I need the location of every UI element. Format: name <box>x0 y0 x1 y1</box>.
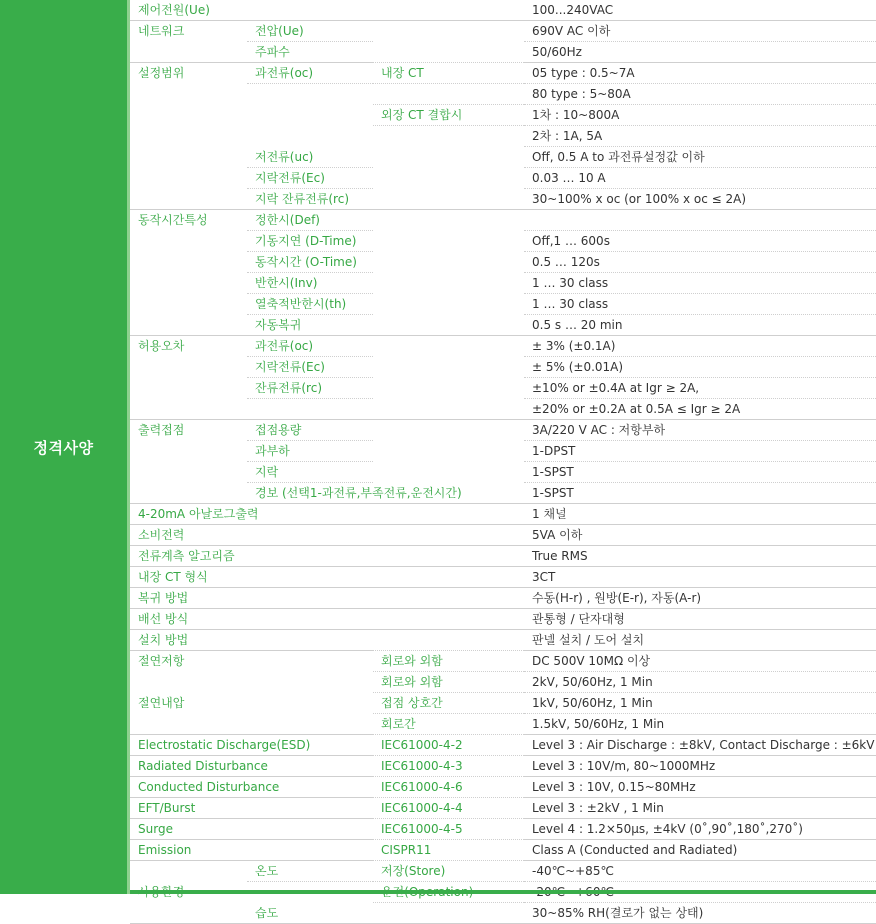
spec-condition <box>373 357 524 378</box>
spec-value: 0.5 s … 20 min <box>524 315 876 336</box>
spec-row <box>130 168 876 189</box>
spec-condition <box>373 231 524 252</box>
spec-value: Off, 0.5 A to 과전류설정값 이하 <box>524 147 876 168</box>
spec-row <box>130 903 876 924</box>
spec-item <box>130 168 247 189</box>
spec-row <box>130 357 876 378</box>
spec-row <box>130 840 876 861</box>
spec-item <box>130 105 247 126</box>
spec-row <box>130 861 876 882</box>
spec-value: 3A/220 V AC : 저항부하 <box>524 420 876 441</box>
spec-row <box>130 504 876 525</box>
spec-condition <box>373 588 524 609</box>
spec-condition: 회로와 외함 <box>373 672 524 693</box>
spec-condition: 회로간 <box>373 714 524 735</box>
spec-item: Radiated Disturbance <box>130 756 247 777</box>
spec-condition: IEC61000-4-2 <box>373 735 524 756</box>
spec-row <box>130 126 876 147</box>
spec-condition <box>373 609 524 630</box>
spec-row <box>130 252 876 273</box>
spec-condition <box>373 21 524 42</box>
spec-value: DC 500V 10MΩ 이상 <box>524 651 876 672</box>
spec-item: Emission <box>130 840 247 861</box>
spec-subitem <box>247 798 373 819</box>
spec-row <box>130 231 876 252</box>
spec-subitem: 정한시(Def) <box>247 210 373 231</box>
spec-row <box>130 462 876 483</box>
spec-subitem <box>247 0 373 21</box>
spec-value: Level 3 : ±2kV , 1 Min <box>524 798 876 819</box>
section-label <box>0 0 127 894</box>
spec-row <box>130 105 876 126</box>
spec-row <box>130 483 876 504</box>
spec-subitem: 주파수 <box>247 42 373 63</box>
spec-subitem: 온도 <box>247 861 373 882</box>
spec-condition: 저장(Store) <box>373 861 524 882</box>
spec-subitem <box>247 126 373 147</box>
spec-item <box>130 672 247 693</box>
spec-item <box>130 252 247 273</box>
spec-condition <box>373 294 524 315</box>
spec-value: Level 3 : 10V, 0.15~80MHz <box>524 777 876 798</box>
spec-subitem <box>247 840 373 861</box>
spec-item: 허용오차 <box>138 339 185 354</box>
spec-row <box>130 756 876 777</box>
spec-subitem <box>247 546 373 567</box>
spec-value: 1kV, 50/60Hz, 1 Min <box>524 693 876 714</box>
spec-value: Level 3 : Air Discharge : ±8kV, Contact Discharge : ±6kV <box>524 735 876 756</box>
spec-row <box>130 210 876 231</box>
spec-subitem: 전압(Ue) <box>247 21 373 42</box>
spec-row <box>130 378 876 399</box>
spec-item: 네트워크 <box>138 24 185 39</box>
spec-value: 1 … 30 class <box>524 294 876 315</box>
spec-value: 1-SPST <box>524 483 876 504</box>
spec-item <box>130 294 247 315</box>
spec-subitem: 열축적반한시(th) <box>247 294 373 315</box>
spec-row <box>130 315 876 336</box>
spec-row <box>130 819 876 840</box>
spec-item <box>130 126 247 147</box>
spec-subitem: 반한시(Inv) <box>247 273 373 294</box>
spec-subitem <box>247 819 373 840</box>
spec-subitem: 습도 <box>247 903 373 924</box>
spec-subitem: 경보 (선택1-과전류,부족전류,운전시간) <box>247 483 373 504</box>
spec-condition <box>373 252 524 273</box>
spec-condition <box>373 336 524 357</box>
spec-row <box>130 546 876 567</box>
spec-row <box>130 420 876 441</box>
spec-value: 0.5 … 120s <box>524 252 876 273</box>
spec-condition: 외장 CT 결합시 <box>373 105 524 126</box>
spec-condition <box>373 0 524 21</box>
section-label-text: 정격사양 <box>33 438 94 457</box>
spec-row <box>130 63 876 84</box>
spec-value: 30~85% RH(결로가 없는 상태) <box>524 903 876 924</box>
spec-item: 제어전원(Ue) <box>130 0 247 21</box>
spec-value: 판넬 설치 / 도어 설치 <box>524 630 876 651</box>
spec-subitem: 접점용량 <box>247 420 373 441</box>
spec-item <box>130 273 247 294</box>
spec-subitem <box>247 714 373 735</box>
spec-value: 1 … 30 class <box>524 273 876 294</box>
spec-row <box>130 273 876 294</box>
spec-condition <box>373 504 524 525</box>
spec-value: Off,1 … 600s <box>524 231 876 252</box>
spec-subitem: 지락 <box>247 462 373 483</box>
spec-row <box>130 21 876 42</box>
spec-value: 1차 : 10~800A <box>524 105 876 126</box>
spec-condition <box>373 462 524 483</box>
spec-condition <box>373 420 524 441</box>
spec-value: 05 type : 0.5~7A <box>524 63 876 84</box>
spec-value: ±20% or ±0.2A at 0.5A ≤ Igr ≥ 2A <box>524 399 876 420</box>
spec-row <box>130 42 876 63</box>
spec-item <box>130 441 247 462</box>
spec-row <box>130 399 876 420</box>
spec-item: 절연내압 <box>138 696 185 710</box>
spec-value: 30~100% x oc (or 100% x oc ≤ 2A) <box>524 189 876 210</box>
spec-row <box>130 294 876 315</box>
spec-condition: IEC61000-4-6 <box>373 777 524 798</box>
spec-condition <box>373 189 524 210</box>
spec-item: 절연저항 <box>138 654 185 669</box>
spec-condition <box>373 84 524 105</box>
spec-value: 690V AC 이하 <box>524 21 876 42</box>
spec-row <box>130 189 876 210</box>
spec-item <box>130 357 247 378</box>
spec-subitem: 지락전류(Ec) <box>247 168 373 189</box>
spec-item: 배선 방식 <box>130 609 247 630</box>
spec-value: ± 5% (±0.01A) <box>524 357 876 378</box>
spec-table-body <box>130 0 876 924</box>
spec-subitem <box>247 630 373 651</box>
spec-item <box>130 189 247 210</box>
spec-item: EFT/Burst <box>130 798 247 819</box>
spec-row <box>130 336 876 357</box>
spec-condition <box>373 441 524 462</box>
spec-subitem: 자동복귀 <box>247 315 373 336</box>
spec-row <box>130 0 876 21</box>
spec-value: Class A (Conducted and Radiated) <box>524 840 876 861</box>
spec-row <box>130 588 876 609</box>
spec-condition <box>373 147 524 168</box>
spec-subitem: 지락 잔류전류(rc) <box>247 189 373 210</box>
spec-subitem: 지락전류(Ec) <box>247 357 373 378</box>
spec-subitem: 잔류전류(rc) <box>247 378 373 399</box>
spec-subitem: 저전류(uc) <box>247 147 373 168</box>
spec-value: -40℃~+85℃ <box>524 861 876 882</box>
spec-item <box>130 147 247 168</box>
spec-item: 설치 방법 <box>130 630 247 651</box>
spec-value: 100...240VAC <box>524 0 876 21</box>
spec-value: ±10% or ±0.4A at Igr ≥ 2A, <box>524 378 876 399</box>
spec-item <box>130 84 247 105</box>
spec-item <box>130 231 247 252</box>
spec-item <box>130 903 247 924</box>
spec-condition: CISPR11 <box>373 840 524 861</box>
spec-table <box>130 0 876 924</box>
spec-condition: 내장 CT <box>373 63 524 84</box>
spec-subitem: 기동지연 (D-Time) <box>247 231 373 252</box>
spec-subitem <box>247 567 373 588</box>
spec-item <box>130 483 247 504</box>
table-bottom-bar <box>130 890 876 894</box>
spec-value: 1 채널 <box>524 504 876 525</box>
spec-item <box>130 42 247 63</box>
spec-subitem: 동작시간 (O-Time) <box>247 252 373 273</box>
spec-value: Level 3 : 10V/m, 80~1000MHz <box>524 756 876 777</box>
spec-condition: IEC61000-4-3 <box>373 756 524 777</box>
spec-value: 2차 : 1A, 5A <box>524 126 876 147</box>
spec-value: 1.5kV, 50/60Hz, 1 Min <box>524 714 876 735</box>
spec-item <box>130 861 247 882</box>
spec-condition <box>373 42 524 63</box>
spec-subitem: 과전류(oc) <box>247 336 373 357</box>
spec-subitem <box>247 672 373 693</box>
spec-condition <box>373 546 524 567</box>
spec-value: 2kV, 50/60Hz, 1 Min <box>524 672 876 693</box>
spec-subitem <box>247 651 373 672</box>
spec-condition <box>373 210 524 231</box>
spec-subitem <box>247 399 373 420</box>
spec-row <box>130 147 876 168</box>
spec-item: 4-20mA 아날로그출력 <box>130 504 247 525</box>
spec-condition: 회로와 외함 <box>373 651 524 672</box>
spec-value: 50/60Hz <box>524 42 876 63</box>
spec-row <box>130 672 876 693</box>
spec-subitem <box>247 84 373 105</box>
spec-condition <box>373 273 524 294</box>
spec-condition <box>373 315 524 336</box>
spec-value: 1-DPST <box>524 441 876 462</box>
spec-row <box>130 84 876 105</box>
spec-condition <box>373 567 524 588</box>
spec-item <box>130 315 247 336</box>
spec-subitem <box>247 504 373 525</box>
spec-row <box>130 651 876 672</box>
spec-item: 동작시간특성 <box>138 213 208 228</box>
spec-item: Surge <box>130 819 247 840</box>
spec-row <box>130 609 876 630</box>
spec-condition <box>373 525 524 546</box>
spec-item <box>130 462 247 483</box>
spec-condition <box>373 399 524 420</box>
spec-value: 0.03 … 10 A <box>524 168 876 189</box>
spec-value: True RMS <box>524 546 876 567</box>
spec-item: 복귀 방법 <box>130 588 247 609</box>
spec-row <box>130 441 876 462</box>
spec-subitem: 과부하 <box>247 441 373 462</box>
spec-row <box>130 525 876 546</box>
spec-item <box>130 714 247 735</box>
spec-row <box>130 735 876 756</box>
spec-value: Level 4 : 1.2×50μs, ±4kV (0˚,90˚,180˚,270˚) <box>524 819 876 840</box>
spec-subitem <box>247 609 373 630</box>
spec-subitem <box>247 588 373 609</box>
spec-row <box>130 714 876 735</box>
spec-condition: 접점 상호간 <box>373 693 524 714</box>
spec-item <box>130 399 247 420</box>
spec-item <box>130 378 247 399</box>
spec-subitem <box>247 525 373 546</box>
spec-item: Conducted Disturbance <box>130 777 247 798</box>
spec-row <box>130 798 876 819</box>
spec-value: 80 type : 5~80A <box>524 84 876 105</box>
spec-item: 소비전력 <box>130 525 247 546</box>
spec-value: 관통형 / 단자대형 <box>524 609 876 630</box>
spec-value: 수동(H-r) , 원방(E-r), 자동(A-r) <box>524 588 876 609</box>
spec-value <box>524 210 876 231</box>
spec-item: 전류계측 알고리즘 <box>130 546 247 567</box>
spec-item: Electrostatic Discharge(ESD) <box>130 735 247 756</box>
spec-row <box>130 567 876 588</box>
spec-condition <box>373 126 524 147</box>
spec-item: 출력접점 <box>138 423 185 438</box>
spec-value: 5VA 이하 <box>524 525 876 546</box>
spec-row <box>130 630 876 651</box>
spec-value: 1-SPST <box>524 462 876 483</box>
spec-row <box>130 777 876 798</box>
spec-subitem <box>247 105 373 126</box>
spec-condition <box>373 378 524 399</box>
spec-subitem: 과전류(oc) <box>247 63 373 84</box>
spec-item: 내장 CT 형식 <box>130 567 247 588</box>
spec-item: 설정범위 <box>138 66 185 81</box>
spec-condition: IEC61000-4-5 <box>373 819 524 840</box>
spec-condition: IEC61000-4-4 <box>373 798 524 819</box>
spec-value: ± 3% (±0.1A) <box>524 336 876 357</box>
spec-condition <box>373 903 524 924</box>
spec-condition <box>373 630 524 651</box>
spec-value: 3CT <box>524 567 876 588</box>
spec-row <box>130 693 876 714</box>
spec-subitem <box>247 693 373 714</box>
spec-condition <box>373 168 524 189</box>
